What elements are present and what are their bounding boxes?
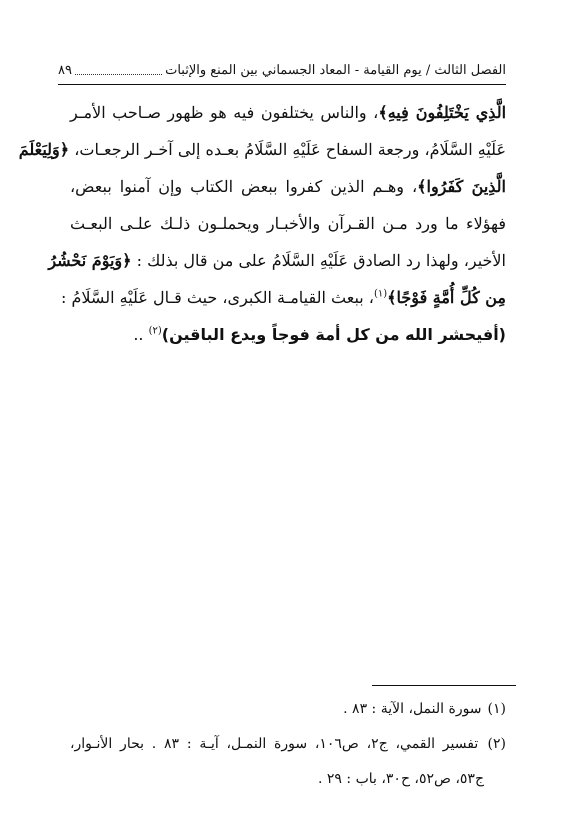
text-line-4 bbox=[70, 205, 506, 242]
footnote-ref-1[interactable]: (١) bbox=[373, 288, 388, 300]
hadith-quote: (أفيحشر الله من كل أمة فوجاً ويدع الباقين) bbox=[161, 325, 506, 344]
footnote-text: ج٥٣، ص٥٢، ح٣٠، باب : ٢٩ . bbox=[318, 771, 484, 787]
footnote-2 bbox=[70, 727, 506, 762]
line-tail: .. bbox=[133, 325, 149, 344]
text-line-3 bbox=[70, 168, 506, 205]
header-rule bbox=[58, 84, 506, 85]
quran-verse: الَّذِينَ كَفَرُوا﴾ bbox=[417, 177, 506, 196]
line-text: الأخير، ولهذا رد الصادق عَلَيْهِ السَّلَامُ على من قال بذلك : bbox=[131, 251, 506, 270]
chapter-title: الفصل الثالث / يوم القيامة - المعاد الجسماني بين المنع والإثبات bbox=[165, 63, 506, 78]
footnote-text: سورة النمل، الآية : ٨٣ . bbox=[343, 701, 482, 717]
footnote-ref-2[interactable]: (٢) bbox=[148, 325, 162, 337]
line-text: ، وهـم الذين كفروا ببعض الكتاب وإن آمنوا ببعض، bbox=[70, 177, 418, 196]
leader-dots bbox=[75, 74, 162, 75]
running-header bbox=[58, 60, 506, 80]
text-line-6 bbox=[61, 279, 506, 316]
footnote-1 bbox=[70, 692, 506, 727]
text-line-7 bbox=[70, 316, 506, 353]
text-line-1 bbox=[70, 94, 506, 131]
line-text: فهؤلاء ما ورد مـن القـرآن والأخبـار ويحملـون ذلـك علـى البعـث bbox=[70, 214, 506, 233]
footnote-rule bbox=[372, 685, 516, 686]
line-text: ، والناس يختلفون فيه هو ظهور صـاحب الأمـر bbox=[70, 103, 379, 122]
line-text: عَلَيْهِ السَّلَامُ، ورجعة السفاح عَلَيْهِ السَّلَامُ بعـده إلى آخـر الرجعـات، bbox=[69, 140, 506, 159]
quran-verse: مِن كُلِّ أُمَّةٍ فَوْجًا﴾ bbox=[387, 288, 506, 307]
page-number: ٨٩ bbox=[58, 63, 72, 78]
footnote-number: (١) bbox=[487, 701, 506, 717]
main-text bbox=[18, 94, 507, 353]
text-line-5 bbox=[48, 242, 506, 279]
quran-verse: ﴿وَلِيَعْلَمَ bbox=[18, 140, 70, 159]
quran-verse: الَّذِي يَخْتَلِفُونَ فِيهِ﴾ bbox=[378, 103, 507, 122]
text-line-2 bbox=[18, 131, 506, 168]
footnote-text: تفسير القمي، ج٢، ص١٠٦، سورة النمـل، آيـة : ٨٣ . بحار الأنـوار، bbox=[70, 736, 479, 752]
footnote-2-continuation bbox=[70, 762, 506, 797]
quran-verse: ﴿وَيَوْمَ نَحْشُرُ bbox=[48, 251, 132, 270]
footnote-number: (٢) bbox=[487, 736, 506, 752]
footnotes bbox=[70, 692, 506, 797]
line-text: ، ببعث القيامـة الكبرى، حيث قـال عَلَيْهِ السَّلَامُ : bbox=[61, 288, 374, 307]
